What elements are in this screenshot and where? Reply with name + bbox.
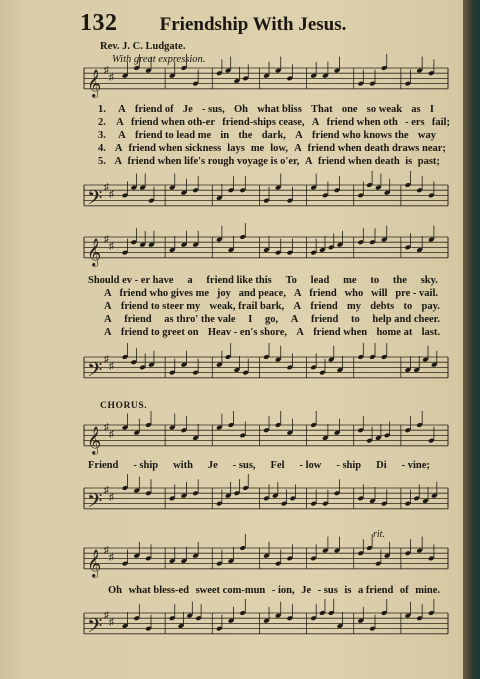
verse-3-line2: A friend to steer my weak, frail bark, A friend my debts to pay. bbox=[104, 301, 440, 312]
sharp-sign: ♯ bbox=[109, 72, 114, 83]
sharp-sign: ♯ bbox=[104, 182, 109, 193]
verse-2-line2: A friend who gives me joy and peace, A friend who will pre - vail. bbox=[104, 288, 438, 299]
chorus-line1: Friend - ship with Je - sus, Fel - low - ship Di - vine; bbox=[88, 460, 430, 471]
hymn-author: Rev. J. C. Ludgate. bbox=[100, 41, 186, 52]
book-spine bbox=[463, 0, 480, 679]
verse-1-line1: 1. A friend of Je - sus, Oh what bliss That one so weak as I bbox=[98, 104, 434, 115]
chorus-label: CHORUS. bbox=[100, 401, 148, 411]
clef-symbol: 𝄢 bbox=[87, 185, 103, 214]
page-number: 132 bbox=[80, 10, 118, 36]
clef-symbol: 𝄞 bbox=[87, 237, 102, 266]
verse-4-line1: 4. A friend when sickness lays me low, A friend when death draws near; bbox=[98, 143, 446, 154]
ritardando-marking: rit. bbox=[373, 529, 385, 540]
verse-5-line2: A friend to greet on Heav - en's shore, A friend when home at last. bbox=[104, 327, 440, 338]
clef-symbol: 𝄢 bbox=[87, 357, 103, 386]
sharp-sign: ♯ bbox=[104, 545, 109, 556]
clef-symbol: 𝄢 bbox=[87, 488, 103, 517]
chorus-line2: Oh what bless-ed sweet com-mun - ion, Je - sus is a friend of mine. bbox=[108, 585, 440, 596]
clef-symbol: 𝄢 bbox=[87, 613, 103, 642]
staff-system2-treble bbox=[0, 229, 466, 269]
hymn-title: Friendship With Jesus. bbox=[159, 14, 347, 35]
sharp-sign: ♯ bbox=[104, 65, 109, 76]
sharp-sign: ♯ bbox=[109, 617, 114, 628]
sharp-sign: ♯ bbox=[109, 241, 114, 252]
sharp-sign: ♯ bbox=[109, 552, 114, 563]
sharp-sign: ♯ bbox=[109, 492, 114, 503]
verse-4-line2: A friend as thro' the vale I go, A friend to help and cheer. bbox=[104, 314, 440, 325]
sharp-sign: ♯ bbox=[109, 361, 114, 372]
staff-system4-treble bbox=[0, 540, 466, 580]
sharp-sign: ♯ bbox=[104, 485, 109, 496]
verse-1-line2: Should ev - er have a friend like this To lead me to the sky. bbox=[88, 275, 438, 286]
verse-3-line1: 3. A friend to lead me in the dark, A friend who knows the way bbox=[98, 130, 436, 141]
clef-symbol: 𝄞 bbox=[87, 68, 102, 97]
clef-symbol: 𝄞 bbox=[87, 548, 102, 577]
sharp-sign: ♯ bbox=[104, 354, 109, 365]
sharp-sign: ♯ bbox=[104, 234, 109, 245]
staff-system3-bass bbox=[0, 480, 466, 520]
staff-system2-bass bbox=[0, 349, 466, 389]
tempo-marking: With great expression. bbox=[112, 54, 206, 65]
clef-symbol: 𝄞 bbox=[87, 425, 102, 454]
verse-2-line1: 2. A friend when oth-er friend-ships cease, A friend when oth - ers fail; bbox=[98, 117, 450, 128]
verse-5-line1: 5. A friend when life's rough voyage is o'er, A friend when death is past; bbox=[98, 156, 440, 167]
sharp-sign: ♯ bbox=[104, 422, 109, 433]
staff-system1-bass bbox=[0, 177, 466, 217]
staff-system1-treble bbox=[0, 60, 466, 100]
sharp-sign: ♯ bbox=[109, 429, 114, 440]
sharp-sign: ♯ bbox=[104, 610, 109, 621]
sharp-sign: ♯ bbox=[109, 189, 114, 200]
staff-system3-treble bbox=[0, 417, 466, 457]
staff-system4-bass bbox=[0, 605, 466, 645]
